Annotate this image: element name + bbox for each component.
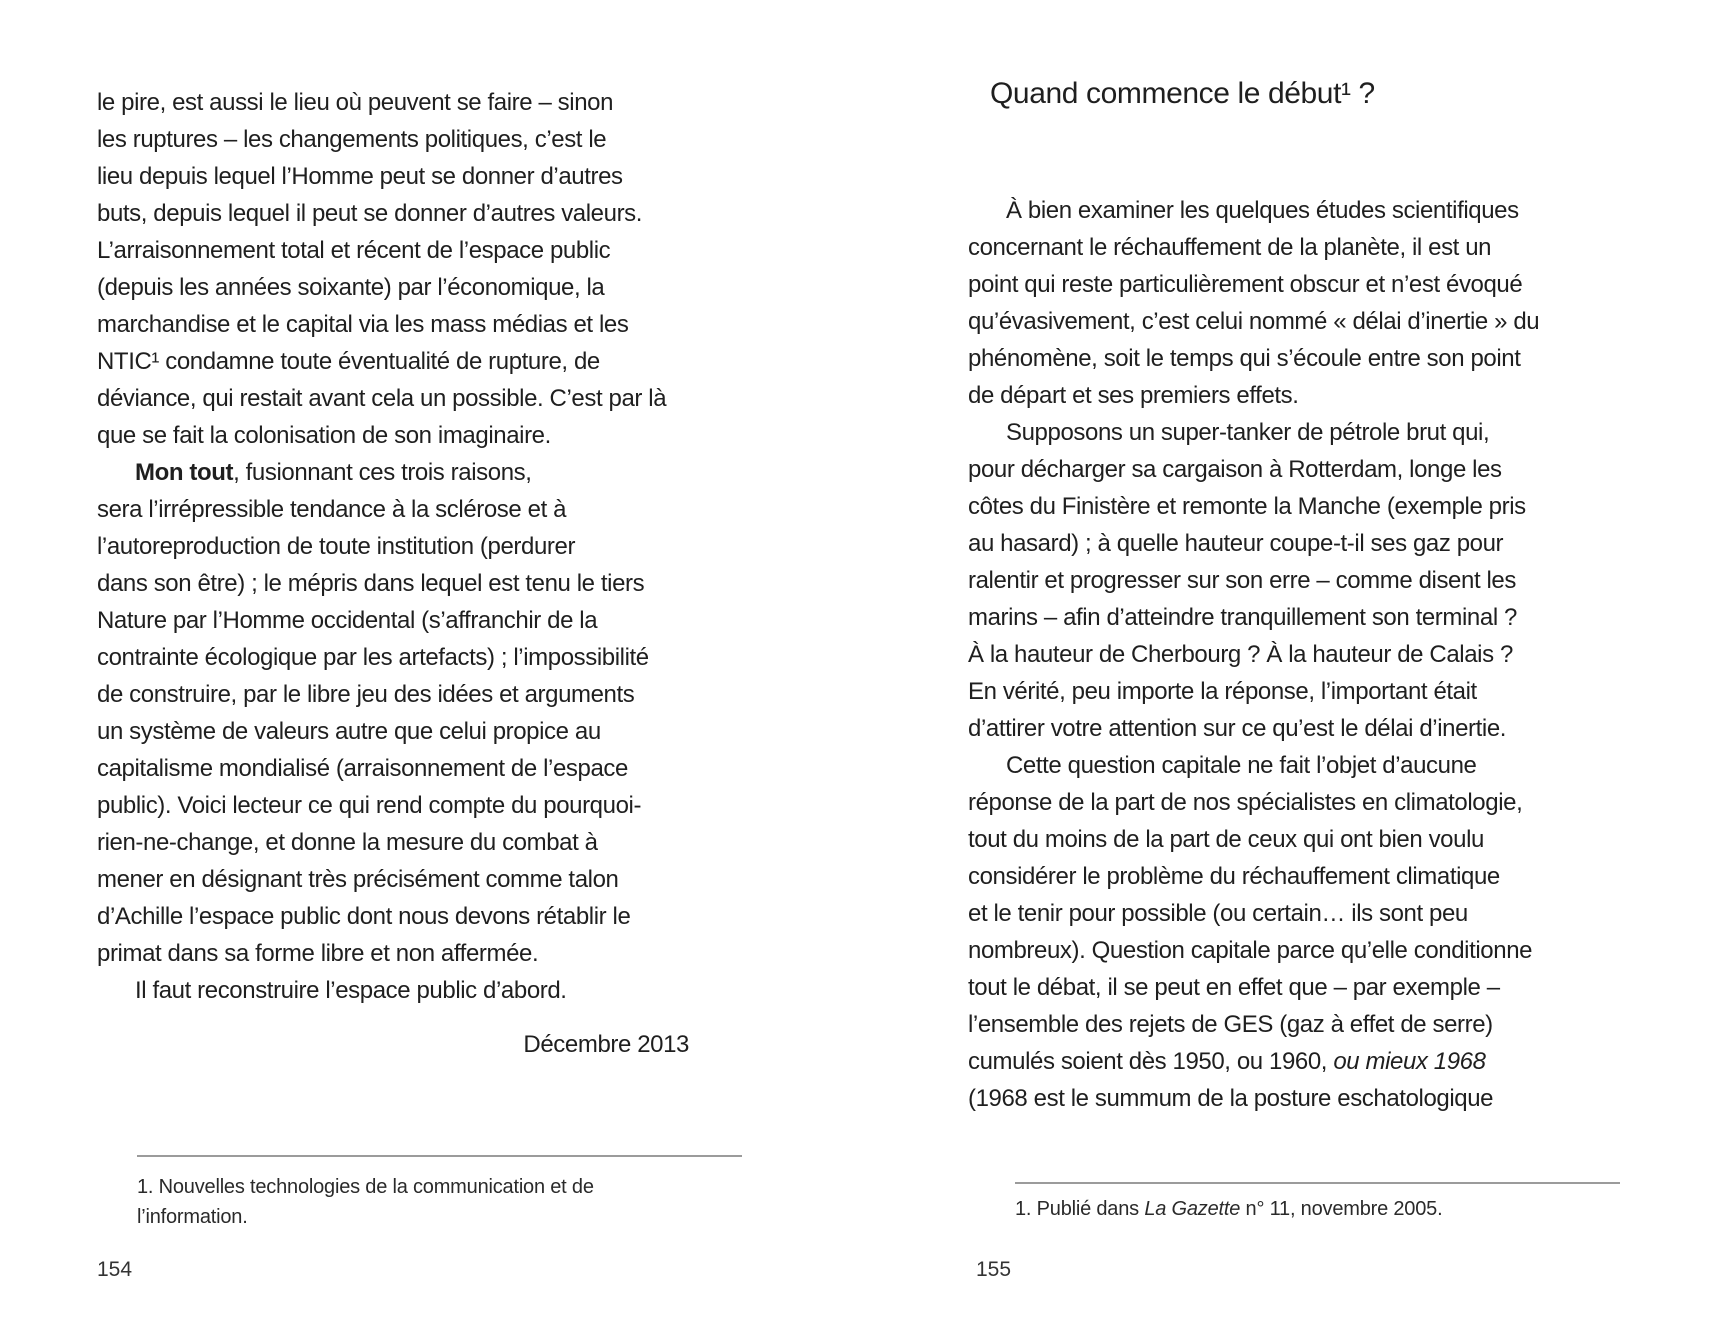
text-segment: l’autoreproduction de toute institution (perdurer xyxy=(97,533,576,560)
text-segment: nombreux). Question capitale parce qu’elle conditionne xyxy=(968,937,1533,964)
text-line xyxy=(97,713,689,750)
page-number-right: 155 xyxy=(976,1258,1012,1281)
text-segment: ralentir et progresser sur son erre – comme disent les xyxy=(968,567,1516,594)
text-segment: capitalisme mondialisé (arraisonnement de l’espace xyxy=(97,755,628,782)
text-line xyxy=(968,414,1528,451)
text-segment: tout le débat, il se peut en effet que – par exemple – xyxy=(968,974,1500,1001)
text-segment: 1. Nouvelles technologies de la communication et de xyxy=(137,1176,594,1198)
text-segment: sera l’irrépressible tendance à la sclérose et à xyxy=(97,496,567,523)
text-line xyxy=(137,1202,742,1232)
text-segment: marchandise et le capital via les mass médias et les xyxy=(97,311,629,338)
text-segment: un système de valeurs autre que celui propice au xyxy=(97,718,601,745)
chapter-title: Quand commence le début¹ ? xyxy=(990,77,1375,110)
dateline: Décembre 2013 xyxy=(523,1031,689,1058)
footnote-left-text xyxy=(137,1172,742,1232)
text-line xyxy=(968,451,1528,488)
text-line xyxy=(97,676,689,713)
footnote-rule-left xyxy=(137,1155,742,1157)
text-line xyxy=(968,1043,1528,1080)
text-line xyxy=(968,599,1528,636)
text-segment: dans son être) ; le mépris dans lequel est tenu le tiers xyxy=(97,570,645,597)
text-segment: cumulés soient dès 1950, ou 1960, xyxy=(968,1048,1334,1075)
text-segment: Nature par l’Homme occidental (s’affranchir de la xyxy=(97,607,598,634)
text-line xyxy=(968,858,1528,895)
text-line xyxy=(968,895,1528,932)
text-line xyxy=(97,84,689,121)
text-segment: phénomène, soit le temps qui s’écoule entre son point xyxy=(968,345,1521,372)
text-line xyxy=(97,343,689,380)
text-line xyxy=(97,454,689,491)
text-line xyxy=(137,1172,742,1202)
text-segment: d’attirer votre attention sur ce qu’est le délai d’inertie. xyxy=(968,715,1507,742)
text-line xyxy=(97,565,689,602)
page-right-body-text xyxy=(968,192,1540,1117)
text-segment: rien-ne-change, et donne la mesure du combat à xyxy=(97,829,598,856)
text-segment: concernant le réchauffement de la planète, il est un xyxy=(968,234,1492,261)
text-line xyxy=(97,935,689,972)
text-line xyxy=(968,377,1528,414)
text-line xyxy=(968,932,1533,969)
text-segment: n° 11, novembre 2005. xyxy=(1240,1198,1443,1220)
text-segment: d’Achille l’espace public dont nous devons rétablir le xyxy=(97,903,631,930)
footnote-left xyxy=(137,1155,742,1232)
text-segment: pour décharger sa cargaison à Rotterdam, longe les xyxy=(968,456,1502,483)
text-segment: au hasard) ; à quelle hauteur coupe-t-il ses gaz pour xyxy=(968,530,1504,557)
text-line xyxy=(97,528,689,565)
text-segment: (1968 est le summum de la posture eschatologique xyxy=(968,1085,1494,1112)
text-segment: le pire, est aussi le lieu où peuvent se faire – sinon xyxy=(97,89,614,116)
text-segment: primat dans sa forme libre et non affermée. xyxy=(97,940,539,967)
text-segment: public). Voici lecteur ce qui rend compte du pourquoi- xyxy=(97,792,642,819)
text-segment: que se fait la colonisation de son imaginaire. xyxy=(97,422,551,449)
text-segment: tout du moins de la part de ceux qui ont bien voulu xyxy=(968,826,1484,853)
text-segment: , fusionnant ces trois raisons, xyxy=(233,459,532,486)
text-line xyxy=(968,784,1528,821)
text-line xyxy=(1015,1194,1620,1224)
text-line xyxy=(97,861,689,898)
text-segment: l’information. xyxy=(137,1206,248,1228)
text-segment: point qui reste particulièrement obscur et n’est évoqué xyxy=(968,271,1523,298)
text-segment: buts, depuis lequel il peut se donner d’autres valeurs. xyxy=(97,200,643,227)
text-segment: et le tenir pour possible (ou certain… ils sont peu xyxy=(968,900,1468,927)
text-line xyxy=(968,562,1528,599)
text-line xyxy=(97,491,689,528)
text-line xyxy=(968,969,1528,1006)
text-line xyxy=(97,898,689,935)
text-line xyxy=(968,488,1528,525)
text-segment: La Gazette xyxy=(1144,1198,1241,1220)
text-segment: En vérité, peu importe la réponse, l’important était xyxy=(968,678,1477,705)
text-segment: les ruptures – les changements politiques, c’est le xyxy=(97,126,607,153)
text-segment: NTIC¹ condamne toute éventualité de rupture, de xyxy=(97,348,600,375)
text-segment: marins – afin d’atteindre tranquillement son terminal ? xyxy=(968,604,1517,631)
text-line xyxy=(97,972,689,1009)
text-segment: côtes du Finistère et remonte la Manche (exemple pris xyxy=(968,493,1526,520)
footnote-right-text xyxy=(1015,1194,1620,1224)
text-line xyxy=(97,380,689,417)
text-line xyxy=(968,710,1528,747)
text-segment: L’arraisonnement total et récent de l’espace public xyxy=(97,237,611,264)
text-segment: ou mieux 1968 xyxy=(1333,1048,1486,1075)
text-segment: Il faut reconstruire l’espace public d’abord. xyxy=(135,977,567,1004)
text-line xyxy=(968,340,1528,377)
page-left-body-text xyxy=(97,84,689,1009)
text-line xyxy=(97,787,689,824)
text-segment: (depuis les années soixante) par l’économique, la xyxy=(97,274,605,301)
text-line xyxy=(968,673,1528,710)
text-line xyxy=(97,269,689,306)
text-line xyxy=(97,158,689,195)
text-line xyxy=(968,229,1528,266)
text-segment: Supposons un super-tanker de pétrole brut qui, xyxy=(1006,419,1490,446)
text-line xyxy=(968,636,1528,673)
text-segment: déviance, qui restait avant cela un possible. C’est par là xyxy=(97,385,667,412)
text-line xyxy=(968,303,1540,340)
text-line xyxy=(968,1006,1528,1043)
text-segment: considérer le problème du réchauffement climatique xyxy=(968,863,1500,890)
text-line xyxy=(97,602,689,639)
text-segment: de départ et ses premiers effets. xyxy=(968,382,1299,409)
text-segment: contrainte écologique par les artefacts) ; l’impossibilité xyxy=(97,644,649,671)
text-line xyxy=(97,750,689,787)
text-line xyxy=(968,525,1528,562)
text-segment: À la hauteur de Cherbourg ? À la hauteur de Calais ? xyxy=(968,641,1513,668)
page-number-left: 154 xyxy=(97,1258,133,1281)
footnote-rule-right xyxy=(1015,1182,1620,1184)
text-segment: l’ensemble des rejets de GES (gaz à effet de serre) xyxy=(968,1011,1493,1038)
text-line xyxy=(97,232,689,269)
text-line xyxy=(968,192,1528,229)
text-line xyxy=(97,417,689,454)
text-segment: Mon tout xyxy=(135,459,234,486)
text-segment: qu’évasivement, c’est celui nommé « délai d’inertie » du xyxy=(968,308,1540,335)
text-line xyxy=(97,195,689,232)
text-segment: de construire, par le libre jeu des idées et arguments xyxy=(97,681,635,708)
text-line xyxy=(968,1080,1528,1117)
text-line xyxy=(97,639,689,676)
text-segment: lieu depuis lequel l’Homme peut se donner d’autres xyxy=(97,163,623,190)
text-line xyxy=(968,821,1528,858)
text-segment: mener en désignant très précisément comme talon xyxy=(97,866,619,893)
footnote-right xyxy=(1015,1182,1620,1224)
text-line xyxy=(968,266,1528,303)
text-segment: À bien examiner les quelques études scientifiques xyxy=(1006,197,1519,224)
text-line xyxy=(97,306,689,343)
text-line xyxy=(97,824,689,861)
text-line xyxy=(97,121,689,158)
text-line xyxy=(968,747,1528,784)
text-segment: Cette question capitale ne fait l’objet d’aucune xyxy=(1006,752,1477,779)
text-segment: réponse de la part de nos spécialistes en climatologie, xyxy=(968,789,1523,816)
text-segment: 1. Publié dans xyxy=(1015,1198,1145,1220)
